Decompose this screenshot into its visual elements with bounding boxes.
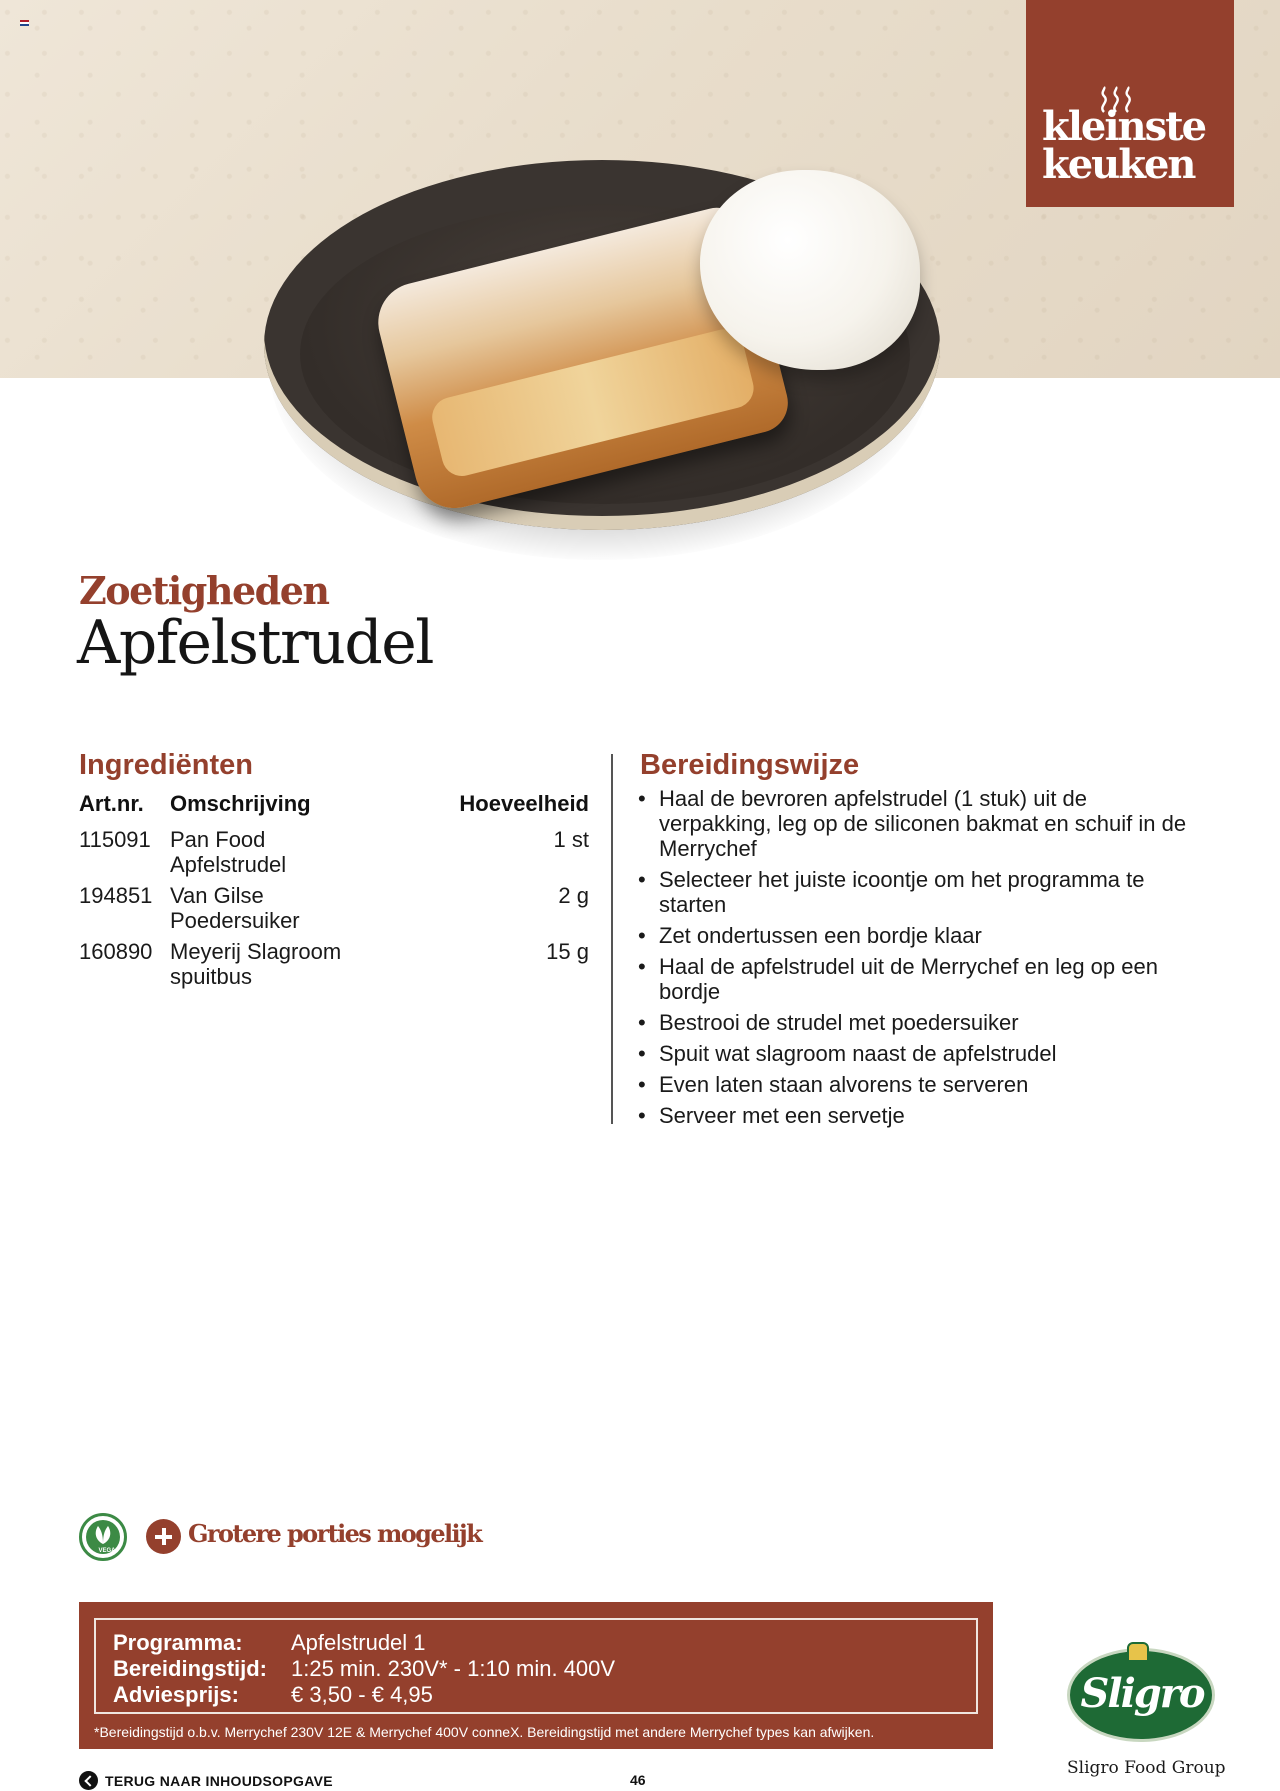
back-to-contents-link[interactable] [79, 1771, 333, 1790]
list-item: • Haal de bevroren apfelstrudel (1 stuk) uit de verpakking, leg op de siliconen bakmat en schuif in de Merrychef [638, 786, 1198, 861]
list-item: • Bestrooi de strudel met poedersuiker [638, 1010, 1198, 1035]
cell-hoeveelheid: 2 g [558, 883, 589, 908]
list-item: • Spuit wat slagroom naast de apfelstrudel [638, 1041, 1198, 1066]
plus-icon [146, 1519, 181, 1554]
table-header-row [79, 791, 589, 827]
adviesprijs-value: € 3,50 - € 4,95 [291, 1682, 433, 1707]
bereidingstijd-value: 1:25 min. 230V* - 1:10 min. 400V [291, 1656, 616, 1681]
ingredients-table [79, 791, 589, 995]
sligro-wordmark: Sligro [1080, 1670, 1204, 1717]
column-header-hoeveelheid: Hoeveelheid [459, 791, 589, 816]
bigger-portions-label: Grotere porties mogelijk [188, 1519, 482, 1548]
chef-hat-icon [1127, 1642, 1149, 1662]
language-flag-icon[interactable] [20, 20, 29, 27]
cell-omschrijving: Van Gilse Poedersuiker [170, 883, 300, 933]
cell-omschrijving: Pan Food Apfelstrudel [170, 827, 287, 877]
chevron-left-icon[interactable] [79, 1771, 98, 1790]
sligro-logo [1063, 1640, 1226, 1778]
cell-hoeveelheid: 1 st [553, 827, 589, 852]
table-row [79, 939, 589, 995]
sligro-group-label: Sligro Food Group [1067, 1758, 1226, 1778]
column-header-artnr: Art.nr. [79, 791, 144, 816]
program-info-box [79, 1602, 993, 1749]
cell-artnr: 194851 [79, 883, 153, 908]
column-header-omschrijving: Omschrijving [170, 791, 311, 816]
plate [264, 160, 940, 530]
list-item: • Serveer met een servetje [638, 1103, 1198, 1128]
footnote: *Bereidingstijd o.b.v. Merrychef 230V 12E & Merrychef 400V conneX. Bereidingstijd met andere Merrychef types kan afwijken. [94, 1724, 875, 1740]
cell-omschrijving: Meyerij Slagroom spuitbus [170, 939, 342, 989]
list-item: • Haal de apfelstrudel uit de Merrychef en leg op een bordje [638, 954, 1198, 1004]
program-info-frame [94, 1618, 978, 1714]
vega-label: VEGA [98, 1548, 116, 1554]
leaf-icon [86, 1520, 120, 1550]
dish-photo [260, 130, 940, 570]
preparation-heading: Bereidingswijze [640, 749, 860, 781]
table-row [79, 827, 589, 883]
programma-value: Apfelstrudel 1 [291, 1630, 426, 1655]
list-item: • Even laten staan alvorens te serveren [638, 1072, 1198, 1097]
kleinste-keuken-logo [1026, 0, 1234, 207]
cell-artnr: 160890 [79, 939, 153, 964]
ingredients-heading: Ingrediënten [79, 749, 254, 781]
list-item: • Zet ondertussen een bordje klaar [638, 923, 1198, 948]
brand-line-2: keuken [1042, 141, 1195, 188]
preparation-steps [638, 786, 1198, 1134]
programma-label: Programma: [113, 1630, 243, 1655]
page-number: 46 [630, 1772, 646, 1788]
column-divider [611, 754, 613, 1124]
brand-line-1: kleinste [1042, 103, 1206, 150]
table-row [79, 883, 589, 939]
bereidingstijd-label: Bereidingstijd: [113, 1656, 268, 1681]
cell-artnr: 115091 [79, 827, 151, 852]
brand-wordmark [1042, 103, 1227, 188]
vega-leaf-circle [86, 1520, 120, 1554]
cell-hoeveelheid: 15 g [546, 939, 589, 964]
back-to-contents-label[interactable]: TERUG NAAR INHOUDSOPGAVE [105, 1772, 333, 1789]
list-item: • Selecteer het juiste icoontje om het programma te starten [638, 867, 1198, 917]
recipe-category: Zoetigheden [79, 568, 329, 613]
adviesprijs-label: Adviesprijs: [113, 1682, 239, 1707]
recipe-title: Apfelstrudel [77, 608, 433, 678]
vega-badge-icon [79, 1513, 127, 1561]
plate-surface [300, 204, 910, 504]
